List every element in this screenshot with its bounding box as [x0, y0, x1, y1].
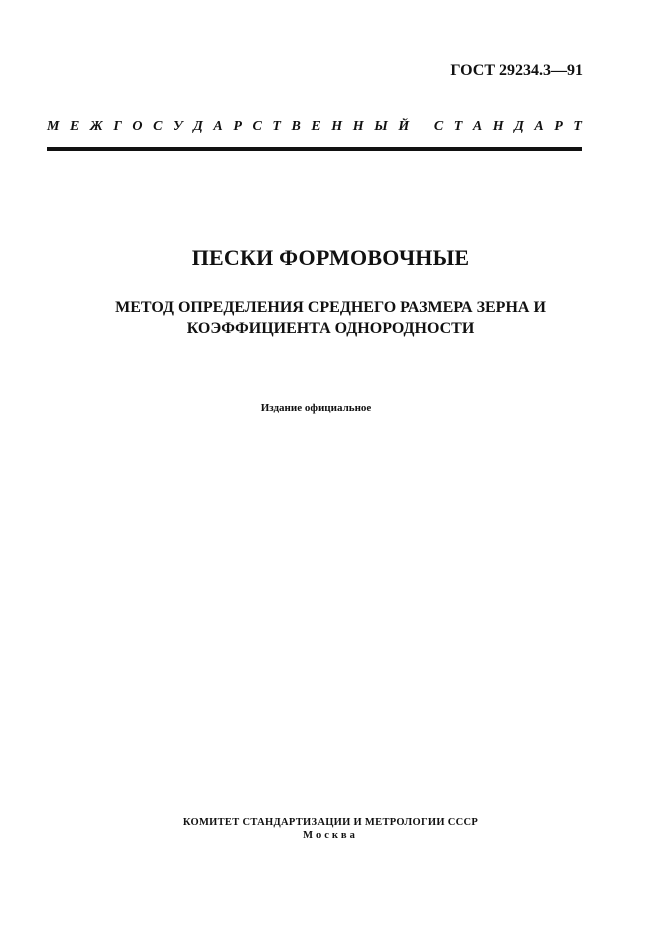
page-title: ПЕСКИ ФОРМОВОЧНЫЕ [191, 245, 470, 270]
banner-letter: В [291, 119, 301, 134]
banner-letter: Ж [89, 119, 103, 134]
edition-label: Издание официальное [260, 402, 372, 414]
banner-letter: У [172, 119, 183, 134]
banner-letter: Т [453, 119, 463, 134]
banner-letter: С [252, 119, 262, 134]
banner-letter: Р [233, 119, 242, 134]
publication-city: Москва [303, 830, 358, 841]
banner-letter: М [47, 119, 60, 134]
banner-letter: Н [492, 119, 504, 134]
banner-letter: Е [311, 119, 321, 134]
banner-letter: Р [554, 119, 563, 134]
subtitle-line-1: МЕТОД ОПРЕДЕЛЕНИЯ СРЕДНЕГО РАЗМЕРА ЗЕРНА И [115, 299, 546, 316]
banner-letter: Н [352, 119, 364, 134]
banner-letter: С [153, 119, 163, 134]
header-divider [47, 147, 582, 151]
banner-letter: Д [514, 119, 524, 134]
banner-letter: А [534, 119, 544, 134]
banner-letter: Ы [374, 119, 388, 134]
publisher: КОМИТЕТ СТАНДАРТИЗАЦИИ И МЕТРОЛОГИИ СССР [182, 817, 479, 828]
banner-letter: Н [331, 119, 343, 134]
standard-banner [47, 119, 582, 135]
banner-letter: А [472, 119, 483, 134]
banner-letter: Т [272, 119, 281, 134]
page-subtitle [60, 297, 601, 339]
banner-letter: Д [193, 119, 203, 134]
banner-space [420, 119, 424, 135]
banner-letter: Е [70, 119, 80, 134]
banner-letter: А [213, 119, 223, 134]
banner-letter: Й [398, 119, 410, 134]
banner-letter: О [132, 119, 143, 134]
subtitle-line-2: КОЭФФИЦИЕНТА ОДНОРОДНОСТИ [186, 320, 475, 337]
banner-letter: Т [573, 119, 582, 134]
banner-letter: С [433, 119, 444, 134]
document-number: ГОСТ 29234.3—91 [450, 62, 583, 79]
standard-banner-letters [47, 119, 582, 135]
banner-letter: Г [113, 119, 122, 134]
